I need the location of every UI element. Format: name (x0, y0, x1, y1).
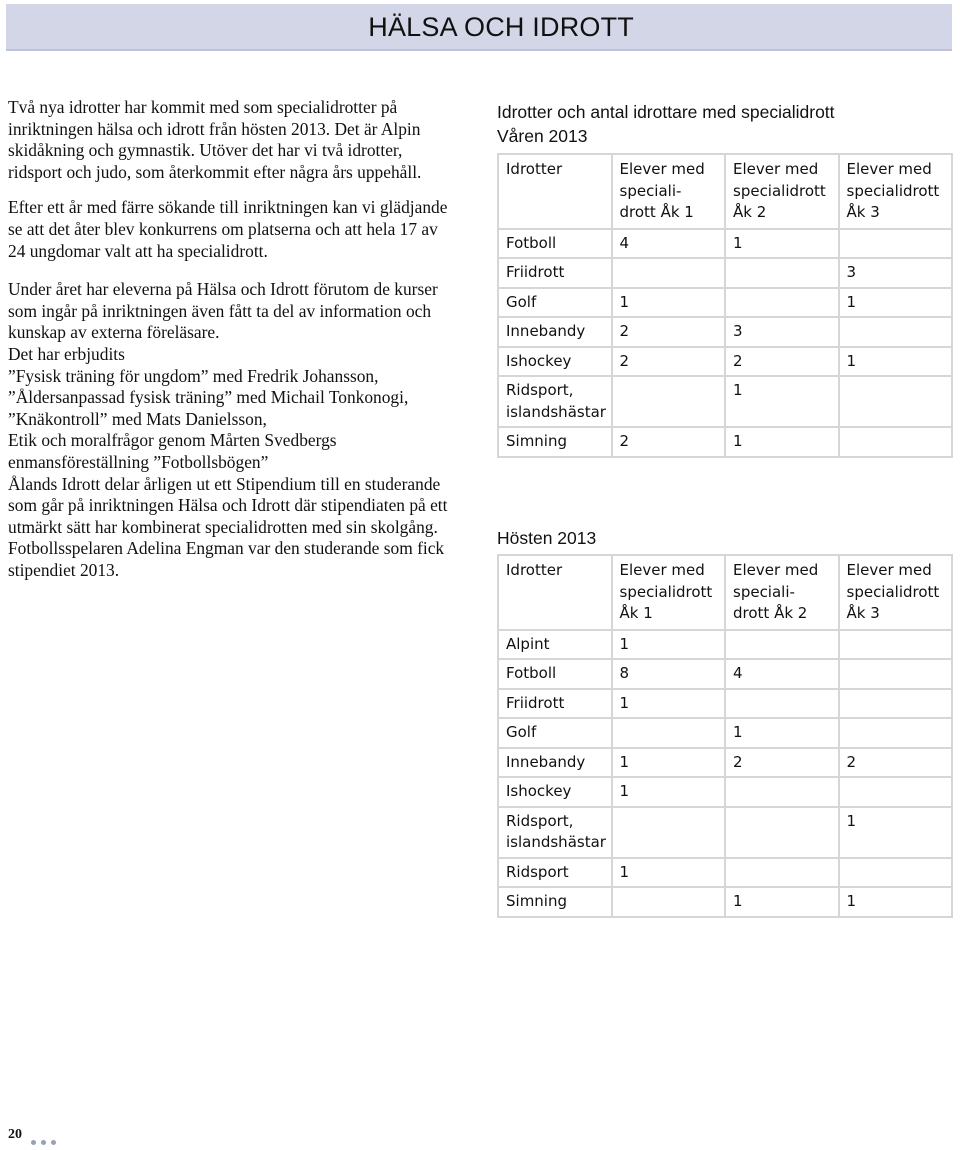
table-row (499, 428, 951, 456)
spring-section (497, 100, 952, 458)
student-count-cell: 1 (613, 690, 725, 718)
autumn-table (497, 554, 953, 918)
student-count-cell (840, 778, 952, 806)
sport-name-cell: Ishockey (499, 778, 611, 806)
autumn-section (497, 526, 952, 918)
table-row (499, 318, 951, 346)
spring-table (497, 153, 953, 458)
student-count-cell: 1 (613, 749, 725, 777)
sport-name-cell: Alpint (499, 631, 611, 659)
student-count-cell (613, 377, 725, 426)
lecture-2: ”Åldersanpassad fysisk träning” med Michail Tonkonogi, (8, 387, 409, 408)
sport-name-cell: Golf (499, 719, 611, 747)
column-header: Idrotter (499, 155, 611, 228)
table-header-row (499, 556, 951, 629)
student-count-cell: 1 (726, 377, 838, 426)
student-count-cell: 2 (613, 348, 725, 376)
sport-name-cell: Ridsport (499, 859, 611, 887)
student-count-cell: 1 (613, 778, 725, 806)
student-count-cell: 1 (613, 859, 725, 887)
table-header-row (499, 155, 951, 228)
paragraph-applicants: Efter ett år med färre sökande till inriktningen kan vi glädjande se att det åter blev konkurrens om platserna och att hela 17 av 24 ungdomar valt att ha specialidrott. (8, 197, 448, 261)
student-count-cell: 4 (613, 230, 725, 258)
column-header: Elever med speciali-drott Åk 1 (613, 155, 725, 228)
page-header (6, 4, 952, 51)
footer-dots (31, 1132, 61, 1150)
sport-name-cell: Ishockey (499, 348, 611, 376)
table-row (499, 888, 951, 916)
student-count-cell: 2 (726, 749, 838, 777)
table-row (499, 808, 951, 857)
page-title: HÄLSA OCH IDROTT (368, 12, 634, 42)
student-count-cell (840, 377, 952, 426)
student-count-cell (840, 660, 952, 688)
column-header: Elever med specialidrott Åk 3 (840, 556, 952, 629)
column-header: Elever med specialidrott Åk 3 (840, 155, 952, 228)
paragraph-scholarship: Ålands Idrott delar årligen ut ett Stipendium till en studerande som går på inriktningen Hälsa och Idrott där stipendiaten på ett utmärkt sätt har kombinerat specialidrotten med sin skolgång. (8, 473, 448, 537)
table-row (499, 660, 951, 688)
sport-name-cell: Simning (499, 888, 611, 916)
spring-caption-title: Idrotter och antal idrottare med specialidrott (497, 102, 835, 122)
student-count-cell (726, 259, 838, 287)
student-count-cell (840, 690, 952, 718)
table-row (499, 749, 951, 777)
sport-name-cell: Fotboll (499, 230, 611, 258)
table-row (499, 778, 951, 806)
student-count-cell (613, 259, 725, 287)
paragraph-recipient: Fotbollsspelaren Adelina Engman var den studerande som fick stipendiet 2013. (8, 538, 445, 580)
student-count-cell (726, 778, 838, 806)
column-header: Elever med specialidrott Åk 2 (726, 155, 838, 228)
table-row (499, 690, 951, 718)
column-header: Elever med speciali-drott Åk 2 (726, 556, 838, 629)
table-row (499, 289, 951, 317)
student-count-cell: 1 (840, 348, 952, 376)
page-number: 20 (8, 1127, 22, 1142)
lecture-3: ”Knäkontroll” med Mats Danielsson, (8, 408, 267, 429)
sport-name-cell: Simning (499, 428, 611, 456)
student-count-cell (613, 808, 725, 857)
student-count-cell: 1 (613, 631, 725, 659)
lecture-1: ”Fysisk träning för ungdom” med Fredrik Johansson, (8, 365, 379, 386)
column-header: Elever med specialidrott Åk 1 (613, 556, 725, 629)
table-row (499, 719, 951, 747)
article-body (8, 97, 456, 581)
sport-name-cell: Friidrott (499, 259, 611, 287)
student-count-cell: 2 (613, 428, 725, 456)
student-count-cell (840, 318, 952, 346)
table-row (499, 631, 951, 659)
student-count-cell: 3 (726, 318, 838, 346)
student-count-cell: 3 (840, 259, 952, 287)
student-count-cell: 4 (726, 660, 838, 688)
student-count-cell: 2 (726, 348, 838, 376)
paragraph-lectures: Under året har eleverna på Hälsa och Idrott förutom de kurser som ingår på inriktningen även fått ta del av information och kunskap av externa föreläsare. (8, 279, 438, 343)
paragraph-offered: Det har erbjudits (8, 343, 125, 364)
student-count-cell (840, 631, 952, 659)
student-count-cell (726, 690, 838, 718)
sport-name-cell: Innebandy (499, 749, 611, 777)
student-count-cell: 1 (726, 719, 838, 747)
student-count-cell: 2 (840, 749, 952, 777)
table-row (499, 859, 951, 887)
paragraph-intro: Två nya idrotter har kommit med som specialidrotter på inriktningen hälsa och idrott från hösten 2013. Det är Alpin skidåkning och gymnastik. Utöver det har vi två idrotter, ridsport och judo, som återkommit efter några års uppehåll. (8, 97, 422, 182)
student-count-cell (726, 631, 838, 659)
student-count-cell (840, 230, 952, 258)
spring-caption-term: Våren 2013 (497, 126, 588, 146)
student-count-cell: 1 (840, 808, 952, 857)
sport-name-cell: Fotboll (499, 660, 611, 688)
student-count-cell (726, 808, 838, 857)
student-count-cell: 1 (840, 888, 952, 916)
student-count-cell (840, 428, 952, 456)
sport-name-cell: Ridsport, islandshästar (499, 808, 611, 857)
paragraph-ethics: Etik och moralfrågor genom Mårten Svedbergs enmansföreställning ”Fotbollsbögen” (8, 430, 337, 472)
student-count-cell: 2 (613, 318, 725, 346)
student-count-cell (840, 719, 952, 747)
student-count-cell: 8 (613, 660, 725, 688)
student-count-cell (840, 859, 952, 887)
student-count-cell (726, 289, 838, 317)
student-count-cell: 1 (613, 289, 725, 317)
table-row (499, 377, 951, 426)
student-count-cell: 1 (726, 230, 838, 258)
sport-name-cell: Friidrott (499, 690, 611, 718)
sport-name-cell: Ridsport, islandshästar (499, 377, 611, 426)
student-count-cell: 1 (726, 888, 838, 916)
table-row (499, 259, 951, 287)
column-header: Idrotter (499, 556, 611, 629)
sport-name-cell: Innebandy (499, 318, 611, 346)
student-count-cell (726, 859, 838, 887)
student-count-cell: 1 (726, 428, 838, 456)
table-row (499, 348, 951, 376)
autumn-caption: Hösten 2013 (497, 528, 597, 548)
student-count-cell (613, 719, 725, 747)
table-row (499, 230, 951, 258)
sport-name-cell: Golf (499, 289, 611, 317)
student-count-cell (613, 888, 725, 916)
student-count-cell: 1 (840, 289, 952, 317)
